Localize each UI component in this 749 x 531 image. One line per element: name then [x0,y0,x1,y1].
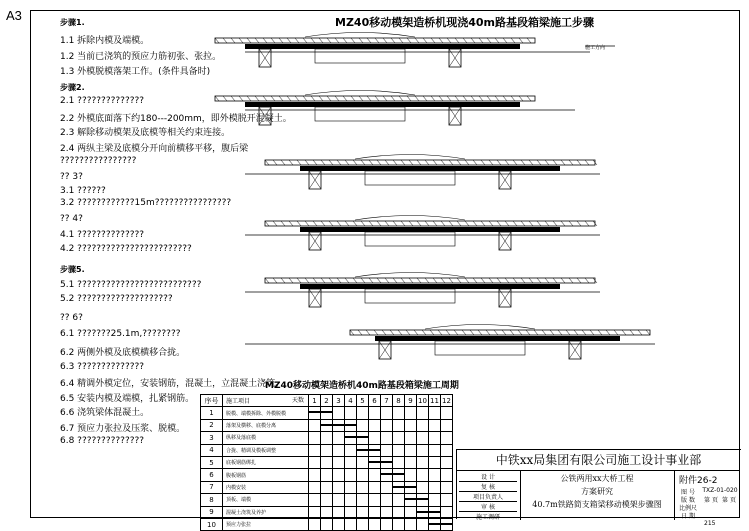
schedule-task: 内模安装 [223,481,309,493]
schedule-task: 纵移及落底模 [223,432,309,444]
step-line: ?? 4? [60,214,83,224]
schedule-day-header: 6 [369,395,381,407]
title-block-right-label: 比例尺 [678,505,697,512]
step-line: 6.5 安装内模及端模，扎紧钢筋。 [60,394,195,404]
step-line: 步骤1. [60,18,85,27]
title-block [456,449,741,519]
schedule-task: 顶板、端模 [223,494,309,506]
tb-divider [520,470,521,520]
step-line: 3.2 ????????????15m???????????????? [60,198,232,208]
step-line: 5.2 ???????????????????? [60,294,173,304]
step-line: 1.2 当前已浇筑的预应力筋初张、张拉。 [60,52,222,62]
schedule-task: 预应力张拉 [223,518,309,530]
step-line: 6.4 精调外模定位，安装钢筋，混凝土，立混凝土浇筑。 [60,379,285,389]
schedule-seq: 7 [201,481,223,493]
step-line: ???????????????? [60,156,137,166]
schedule-seq: 4 [201,444,223,456]
step-line: 6.6 浇筑梁体混凝土。 [60,408,150,418]
step-line: 6.2 两侧外模及底模横移合拢。 [60,348,186,358]
step-line: 4.1 ?????????????? [60,230,145,240]
step-line: 5.1 ?????????????????????????? [60,280,202,290]
title-block-right-label: 版 数 [681,497,695,504]
title-block-label: 复 核 [459,482,517,492]
schedule-task: 底板钢筋绑扎 [223,456,309,468]
schedule-seq: 1 [201,407,223,419]
step-line: 6.7 预应力张拉及压浆、脱模。 [60,424,186,434]
schedule-day-header: 12 [441,395,453,407]
schedule-day-header: 3 [333,395,345,407]
title-block-label: 施工调研 [475,514,500,521]
step-line: 6.3 ?????????????? [60,362,145,372]
schedule-task: 落架及横移、底模分离 [223,419,309,431]
schedule-day-header: 1 [309,395,321,407]
schedule-seq: 2 [201,419,223,431]
schedule-day-header: 5 [357,395,369,407]
step-line: 6.1 ???????25.1m,???????? [60,329,181,339]
step-line: 4.2 ???????????????????????? [60,244,192,254]
title-block-right-label: 图 号 [681,489,695,496]
title-block-label: 设 计 [459,472,517,482]
tb-divider [674,470,675,520]
step-line: 1.1 拆除内模及端模。 [60,36,150,46]
schedule-task: 脱模、端模拆除、外模脱模 [223,407,309,419]
schedule-header-seq: 序号 [201,395,223,407]
schedule-title: MZ40移动模架造桥机40m路基段箱梁施工周期 [265,381,459,391]
step-line: 2.3 解除移动模架及底模等相关约束连接。 [60,128,231,138]
step-line: 6.8 ?????????????? [60,436,145,446]
project-line1: 公铁两用xx大桥工程 [560,474,634,483]
schedule-seq: 10 [201,518,223,530]
direction-label: 施工方向 [585,45,606,51]
schedule-seq: 3 [201,432,223,444]
schedule-day-header: 2 [321,395,333,407]
drawing-name: 40.7m铁路简支箱梁移动模架步骤图 [532,500,662,509]
step-line: 步骤5. [60,265,85,274]
drawing-title: MZ40移动模架造桥机现浇40m路基段箱梁施工步骤 [335,16,594,29]
schedule-day-header: 10 [417,395,429,407]
sheet-count: 第 页 [704,497,718,504]
schedule-seq: 6 [201,469,223,481]
step-line: 2.4 两纵主梁及底模分开向前横移平移，腹后梁 [60,144,249,154]
step-line: 2.1 ?????????????? [60,96,145,106]
organization-name: 中铁xx局集团有限公司施工设计事业部 [457,450,740,471]
step-line: 3.1 ?????? [60,186,106,196]
step-line: 步骤2. [60,83,85,92]
drawing-number: TXZ-01-020 [702,487,738,494]
schedule-day-header: 9 [405,395,417,407]
project-info [524,472,670,511]
schedule-task: 混凝土浇筑及养护 [223,506,309,518]
schedule-task: 合拢、精调及模板调整 [223,444,309,456]
sheet-count: 第 页 [722,497,736,504]
step-line: ?? 3? [60,172,83,182]
schedule-seq: 8 [201,494,223,506]
page-number: 215 [704,520,716,527]
schedule-header-days: 天数 [291,397,304,404]
schedule-day-header: 7 [381,395,393,407]
schedule-task: 腹板钢筋 [223,469,309,481]
title-block-label: 审 核 [459,502,517,512]
schedule-seq: 5 [201,456,223,468]
title-block-right-label: 日 期 [681,513,695,520]
schedule-day-header: 11 [429,395,441,407]
attachment-number: 附件26-2 [679,476,718,486]
title-block-label: 项目负责人 [459,492,517,502]
schedule-header-task-label: 施工项目 [226,398,251,406]
step-line: 2.2 外模底面落下约180---200mm，即外模脱开混凝土。 [60,114,292,124]
schedule-seq: 9 [201,506,223,518]
sheet-size-label: A3 [6,8,22,23]
schedule-day-header: 8 [393,395,405,407]
project-line2: 方案研究 [581,487,613,496]
schedule-day-header: 4 [345,395,357,407]
step-line: ?? 6? [60,313,83,323]
step-line: 1.3 外模脱模落架工作。(条件具备时) [60,67,211,77]
